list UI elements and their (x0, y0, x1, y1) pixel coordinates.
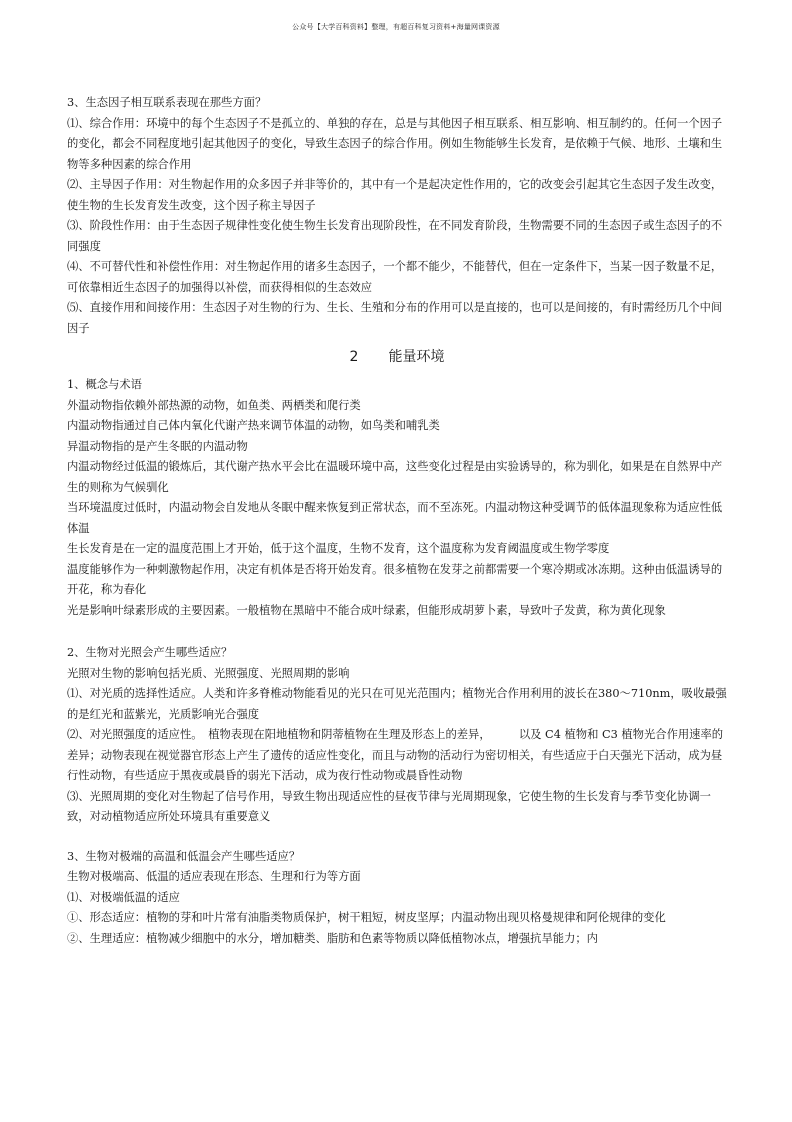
paragraph: ⑶、阶段性作用：由于生态因子规律性变化使生物生长发育出现阶段性，在不同发育阶段，生物需要不同的生态因子或生态因子的不同强度 (67, 219, 723, 253)
section-title (67, 347, 727, 367)
paragraph: 内温动物经过低温的锻炼后，其代谢产热水平会比在温暖环境中高，这些变化过程是由实验诱导的，称为驯化，如果是在自然界中产生的则称为气候驯化 (67, 460, 723, 494)
paragraph: 生长发育是在一定的温度范围上才开始，低于这个温度，生物不发育，这个温度称为发育阈温度或生物学零度 (67, 542, 610, 555)
paragraph: 光是影响叶绿素形成的主要因素。一般植物在黑暗中不能合成叶绿素，但能形成胡萝卜素，导致叶子发黄，称为黄化现象 (67, 603, 666, 617)
question-heading: 2、生物对光照会产生哪些适应？ (67, 646, 233, 659)
paragraph: ⑷、不可替代性和补偿性作用：对生物起作用的诸多生态因子，一个都不能少，不能替代，但在一定条件下，当某一因子数量不足，可依靠相近生态因子的加强得以补偿，而获得相似的生态效应 (67, 260, 723, 294)
paragraph: 温度能够作为一种刺激物起作用，决定有机体是否将开始发育。很多植物在发芽之前都需要一个寒冷期或冰冻期。这种由低温诱导的开花，称为春化 (67, 562, 723, 596)
section-number: 2 (349, 349, 359, 365)
paragraph: 当环境温度过低时，内温动物会自发地从冬眠中醒来恢复到正常状态，而不至冻死。内温动物这种受调节的低体温现象称为适应性低体温 (67, 501, 723, 535)
paragraph: ⑴、对极端低温的适应 (67, 890, 180, 904)
question-heading: 3、生物对极端的高温和低温会产生哪些适应？ (67, 849, 301, 863)
paragraph: ⑶、光照周期的变化对生物起了信号作用，导致生物出现适应性的昼夜节律与光周期现象，它使生物的生长发育与季节变化协调一致，对动植物适应所处环境具有重要意义 (67, 789, 711, 823)
paragraph: ⑴、对光质的选择性适应。人类和许多脊椎动物能看见的光只在可见光范围内；植物光合作用利用的波长在380～710nm，吸收最强的是红光和蓝紫光，光质影响光合强度 (67, 687, 727, 721)
spacer (67, 828, 727, 847)
paragraph: ⑵、主导因子作用：对生物起作用的众多因子并非等价的，其中有一个是起决定性作用的，它的改变会引起其它生态因子发生改变，使生物的生长发育发生改变，这个因子称主导因子 (67, 178, 723, 212)
paragraph: ①、形态适应：植物的芽和叶片常有油脂类物质保护，树干粗短，树皮坚厚；内温动物出现贝格曼规律和阿伦规律的变化 (67, 911, 666, 924)
paragraph: ⑵、对光照强度的适应性。 植物表现在阳地植物和阴蒂植物在生理及形态上的差异， 以及 C4 植物和 C3 植物光合作用速率的差异；动物表现在视觉器官形态上产生了遗传的适应性变化，而且与动物的活动行为密切相关，有些适应于白天强光下活动，成为昼行性动物，有些适应于黑夜或晨昏的弱光下活动，成为夜行性动物或晨昏性动物 (67, 728, 724, 782)
paragraph: ②、生理适应：植物减少细胞中的水分，增加糖类、脂肪和色素等物质以降低植物冰点，增强抗旱能力；内 (67, 931, 598, 945)
paragraph: 内温动物指通过自己体内氧化代谢产热来调节体温的动物，如鸟类和哺乳类 (67, 419, 440, 432)
paragraph: 光照对生物的影响包括光质、光照强度、光照周期的影响 (67, 666, 350, 680)
paragraph: 生物对极端高、低温的适应表现在形态、生理和行为等方面 (67, 870, 361, 883)
paragraph: ⑴、综合作用：环境中的每个生态因子不是孤立的、单独的存在，总是与其他因子相互联系、相互影响、相互制约的。任何一个因子的变化，都会不同程度地引起其他因子的变化，导致生态因子的综合作用。例如生物能够生长发育，是依赖于气候、地形、土壤和生物等多种因素的综合作用 (67, 116, 723, 171)
paragraph: 异温动物指的是产生冬眠的内温动物 (67, 439, 248, 453)
paragraph: 外温动物指依赖外部热源的动物，如鱼类、两栖类和爬行类 (67, 398, 361, 412)
question-heading: 1、概念与术语 (67, 378, 142, 391)
paragraph: ⑸、直接作用和间接作用：生态因子对生物的行为、生长、生殖和分布的作用可以是直接的，也可以是间接的，有时需经历几个中间因子 (67, 301, 723, 335)
section-name: 能量环境 (388, 349, 445, 365)
spacer (67, 621, 727, 643)
document-body (67, 93, 727, 949)
question-heading: 3、生态因子相互联系表现在那些方面？ (67, 96, 267, 109)
page-header: 公众号【大学百科资料】整理，有超百科复习资料+海量网课资源 (292, 23, 500, 31)
